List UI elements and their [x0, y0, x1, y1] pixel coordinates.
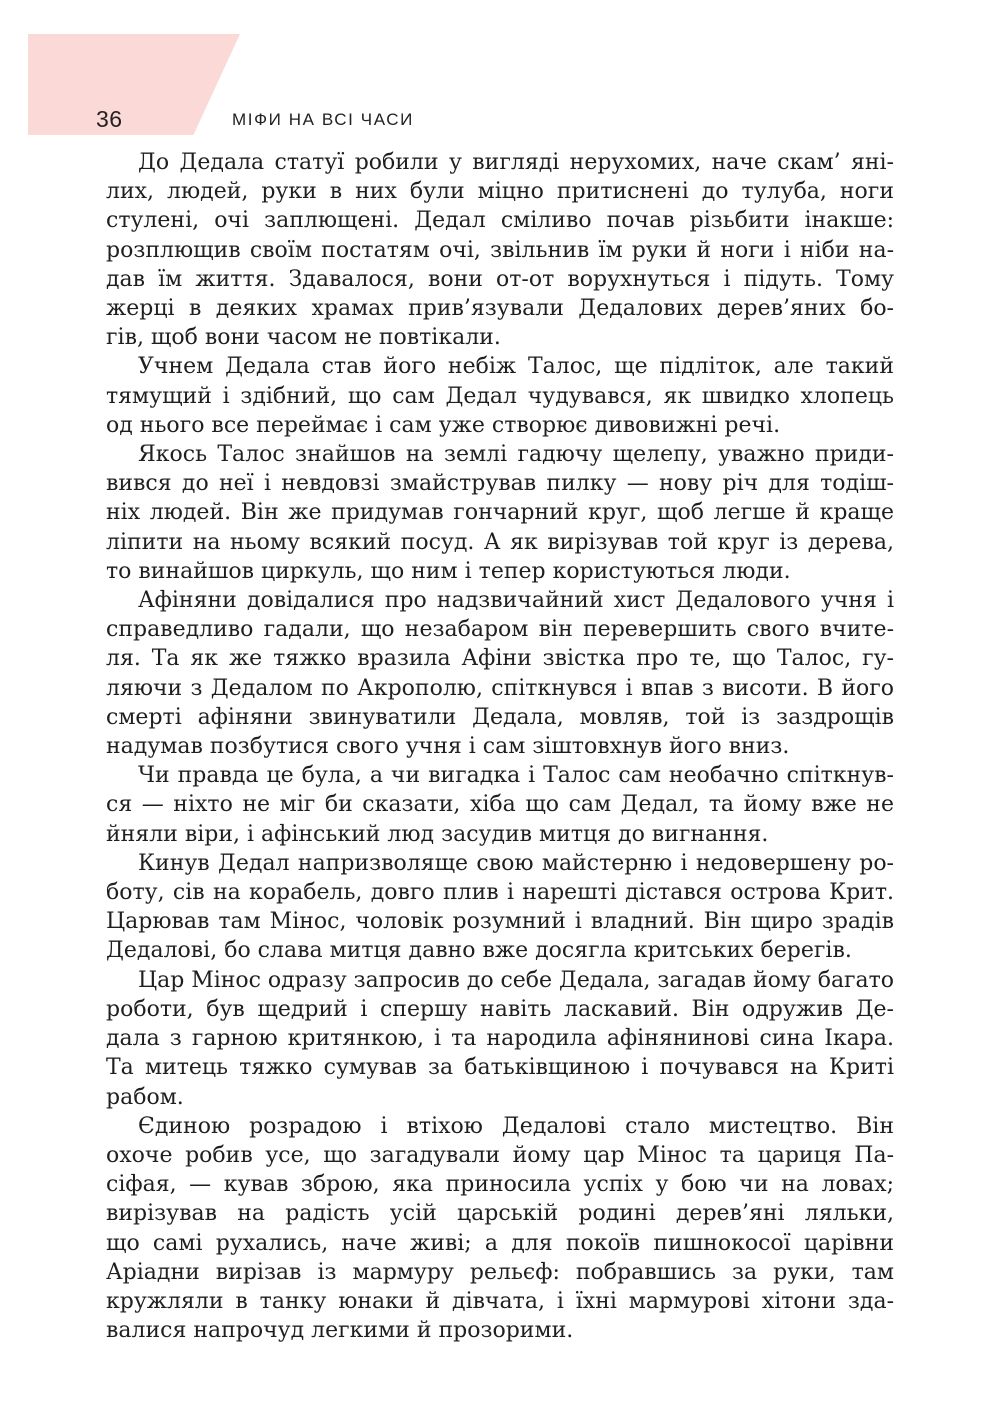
- text-line: то винайшов циркуль, що ним і тепер користуються люди.: [106, 558, 791, 584]
- paragraph: [106, 1112, 894, 1346]
- text-line: дала з гарною критянкою, і та народила афінянинові сина Ікара.: [106, 1026, 894, 1052]
- text-line: ля. Та як же тяжко вразила Афіни звістка про те, що Талос, гу-: [106, 646, 894, 672]
- text-line: ся — ніхто не міг би сказати, хіба що сам Дедал, та йому вже не: [106, 792, 894, 818]
- page-number: 36: [96, 106, 123, 132]
- text-line: смерті афіняни звинуватили Дедала, мовляв, той із заздрощів: [106, 704, 894, 730]
- text-line: тямущий і здібний, що сам Дедал чудувався, як швидко хлопець: [106, 383, 894, 409]
- text-line: Якось Талос знайшов на землі гадючу щелепу, уважно приди-: [138, 442, 894, 468]
- text-line: ляючи з Дедалом по Акрополю, спіткнувся і впав з висоти. В його: [106, 675, 894, 701]
- paragraph: [106, 148, 894, 352]
- text-line: роботи, був щедрий і спершу навіть ласкавий. Він одружив Де-: [106, 996, 894, 1022]
- text-line: Учнем Дедала став його небіж Талос, ще підліток, але такий: [138, 354, 894, 380]
- text-line: розплющив своїм постатям очі, звільнив їм руки й ноги і ніби на-: [106, 237, 894, 263]
- paragraph: [106, 761, 894, 849]
- text-line: Цар Мінос одразу запросив до себе Дедала, загадав йому багато: [138, 967, 894, 993]
- text-line: йняли віри, і афінський люд засудив митця до вигнання.: [106, 821, 769, 847]
- text-line: од нього все переймає і сам уже створює дивовижні речі.: [106, 412, 781, 438]
- paragraph: [106, 966, 894, 1112]
- text-line: рабом.: [106, 1084, 184, 1110]
- text-line: кружляли в танку юнаки й дівчата, і їхні мармурові хітони зда-: [106, 1288, 894, 1314]
- text-line: сіфая, — кував зброю, яка приносила успіх у бою чи на ловах;: [106, 1172, 894, 1198]
- paragraph: [106, 440, 894, 586]
- text-line: Чи правда це була, а чи вигадка і Талос сам необачно спіткнув-: [138, 763, 894, 789]
- text-line: Кинув Дедал напризволяще свою майстерню і недовершену ро-: [138, 850, 894, 876]
- text-line: Та митець тяжко сумував за батьківщиною і почувався на Криті: [106, 1055, 894, 1081]
- text-line: валися напрочуд легкими й прозорими.: [106, 1318, 574, 1344]
- text-line: дав їм життя. Здавалося, вони от-от ворухнуться і підуть. Тому: [106, 266, 894, 292]
- text-line: Афіняни довідалися про надзвичайний хист Дедалового учня і: [138, 588, 894, 614]
- header-decor-band: [28, 34, 240, 135]
- text-line: стулені, очі заплющені. Дедал сміливо почав різьбити інакше:: [106, 208, 894, 234]
- text-line: гів, щоб вони часом не повтікали.: [106, 325, 501, 351]
- paragraph: [106, 352, 894, 440]
- text-line: ліпити на ньому всякий посуд. А як вирізував той круг із дерева,: [106, 529, 894, 555]
- text-line: Дедалові, бо слава митця давно вже досягла критських берегів.: [106, 938, 852, 964]
- text-line: До Дедала статуї робили у вигляді нерухомих, наче скам’ янi-: [138, 150, 894, 175]
- text-line: Аріадни вирізав із мармуру рельєф: побравшись за руки, там: [106, 1259, 894, 1285]
- text-line: ніх людей. Він же придумав гончарний круг, щоб легше й краще: [106, 500, 894, 526]
- text-line: Єдиною розрадою і втіхою Дедалові стало мистецтво. Він: [138, 1113, 894, 1139]
- paragraph: [106, 849, 894, 966]
- text-line: що самі рухались, наче живі; а для покоїв пишнокосої царівни: [106, 1230, 894, 1256]
- text-line: жерці в деяких храмах прив’язували Дедалових дерев’яних бо-: [106, 296, 894, 322]
- text-line: боту, сів на корабель, довго плив і нарешті дістався острова Крит.: [106, 880, 894, 906]
- text-line: охоче робив усе, що загадували йому цар Мінос та цариця Па-: [106, 1142, 894, 1168]
- text-line: лих, людей, руки в них були міцно притиснені до тулуба, ноги: [106, 179, 894, 205]
- text-line: справедливо гадали, що незабаром він перевершить свого вчите-: [106, 617, 894, 643]
- text-line: Царював там Мінос, чоловік розумний і владний. Він щиро зрадів: [106, 909, 894, 935]
- running-head: МІФИ НА ВСІ ЧАСИ: [232, 110, 414, 129]
- text-line: вився до неї і невдовзі змайстрував пилку — нову річ для тодіш-: [106, 471, 894, 497]
- body-text: [106, 148, 894, 1344]
- text-line: надумав позбутися свого учня і сам зіштовхнув його вниз.: [106, 734, 790, 760]
- paragraph: [106, 586, 894, 761]
- text-line: вирізував на радість усій царській родині дерев’яні ляльки,: [106, 1201, 894, 1227]
